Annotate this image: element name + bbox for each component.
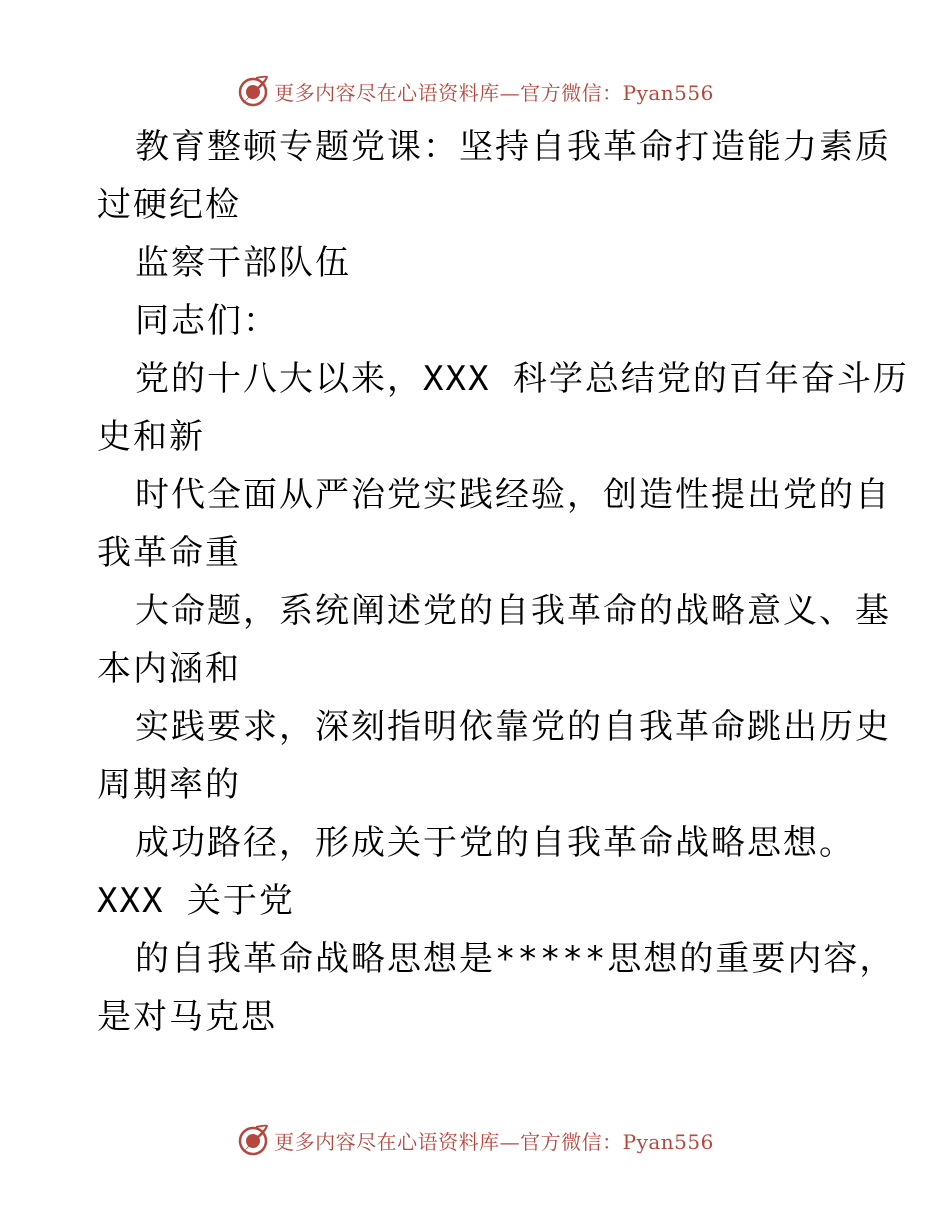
quill-logo-icon [236,74,270,108]
text-line: 的自我革命战略思想是*****思想的重要内容， [135,939,896,979]
text-line: 我革命重 [97,533,241,573]
footer-banner-text: 更多内容尽在心语资料库—官方微信：Pyan556 [274,1129,714,1154]
quill-logo-icon [236,1123,270,1157]
text-line: 成功路径，形成关于党的自我革命战略思想。 [135,823,855,863]
text-line: XXX 关于党 [97,881,295,921]
text-line: 大命题，系统阐述党的自我革命的战略意义、基 [135,591,891,631]
header-banner-text: 更多内容尽在心语资料库—官方微信：Pyan556 [274,80,714,105]
text-line: 党的十八大以来，XXX 科学总结党的百年奋斗历 [135,359,909,399]
text-line: 同志们： [135,301,279,341]
text-line: 周期率的 [97,765,241,805]
header-banner [0,71,950,111]
document-body [97,118,909,1046]
text-line: 教育整顿专题党课：坚持自我革命打造能力素质 [135,127,891,167]
text-line: 过硬纪检 [97,185,241,225]
text-line: 实践要求，深刻指明依靠党的自我革命跳出历史 [135,707,891,747]
text-line: 监察干部队伍 [135,243,351,283]
text-line: 是对马克思 [97,997,277,1037]
text-line: 史和新 [97,417,205,457]
footer-banner [0,1120,950,1160]
text-line: 本内涵和 [97,649,241,689]
text-line: 时代全面从严治党实践经验，创造性提出党的自 [135,475,891,515]
